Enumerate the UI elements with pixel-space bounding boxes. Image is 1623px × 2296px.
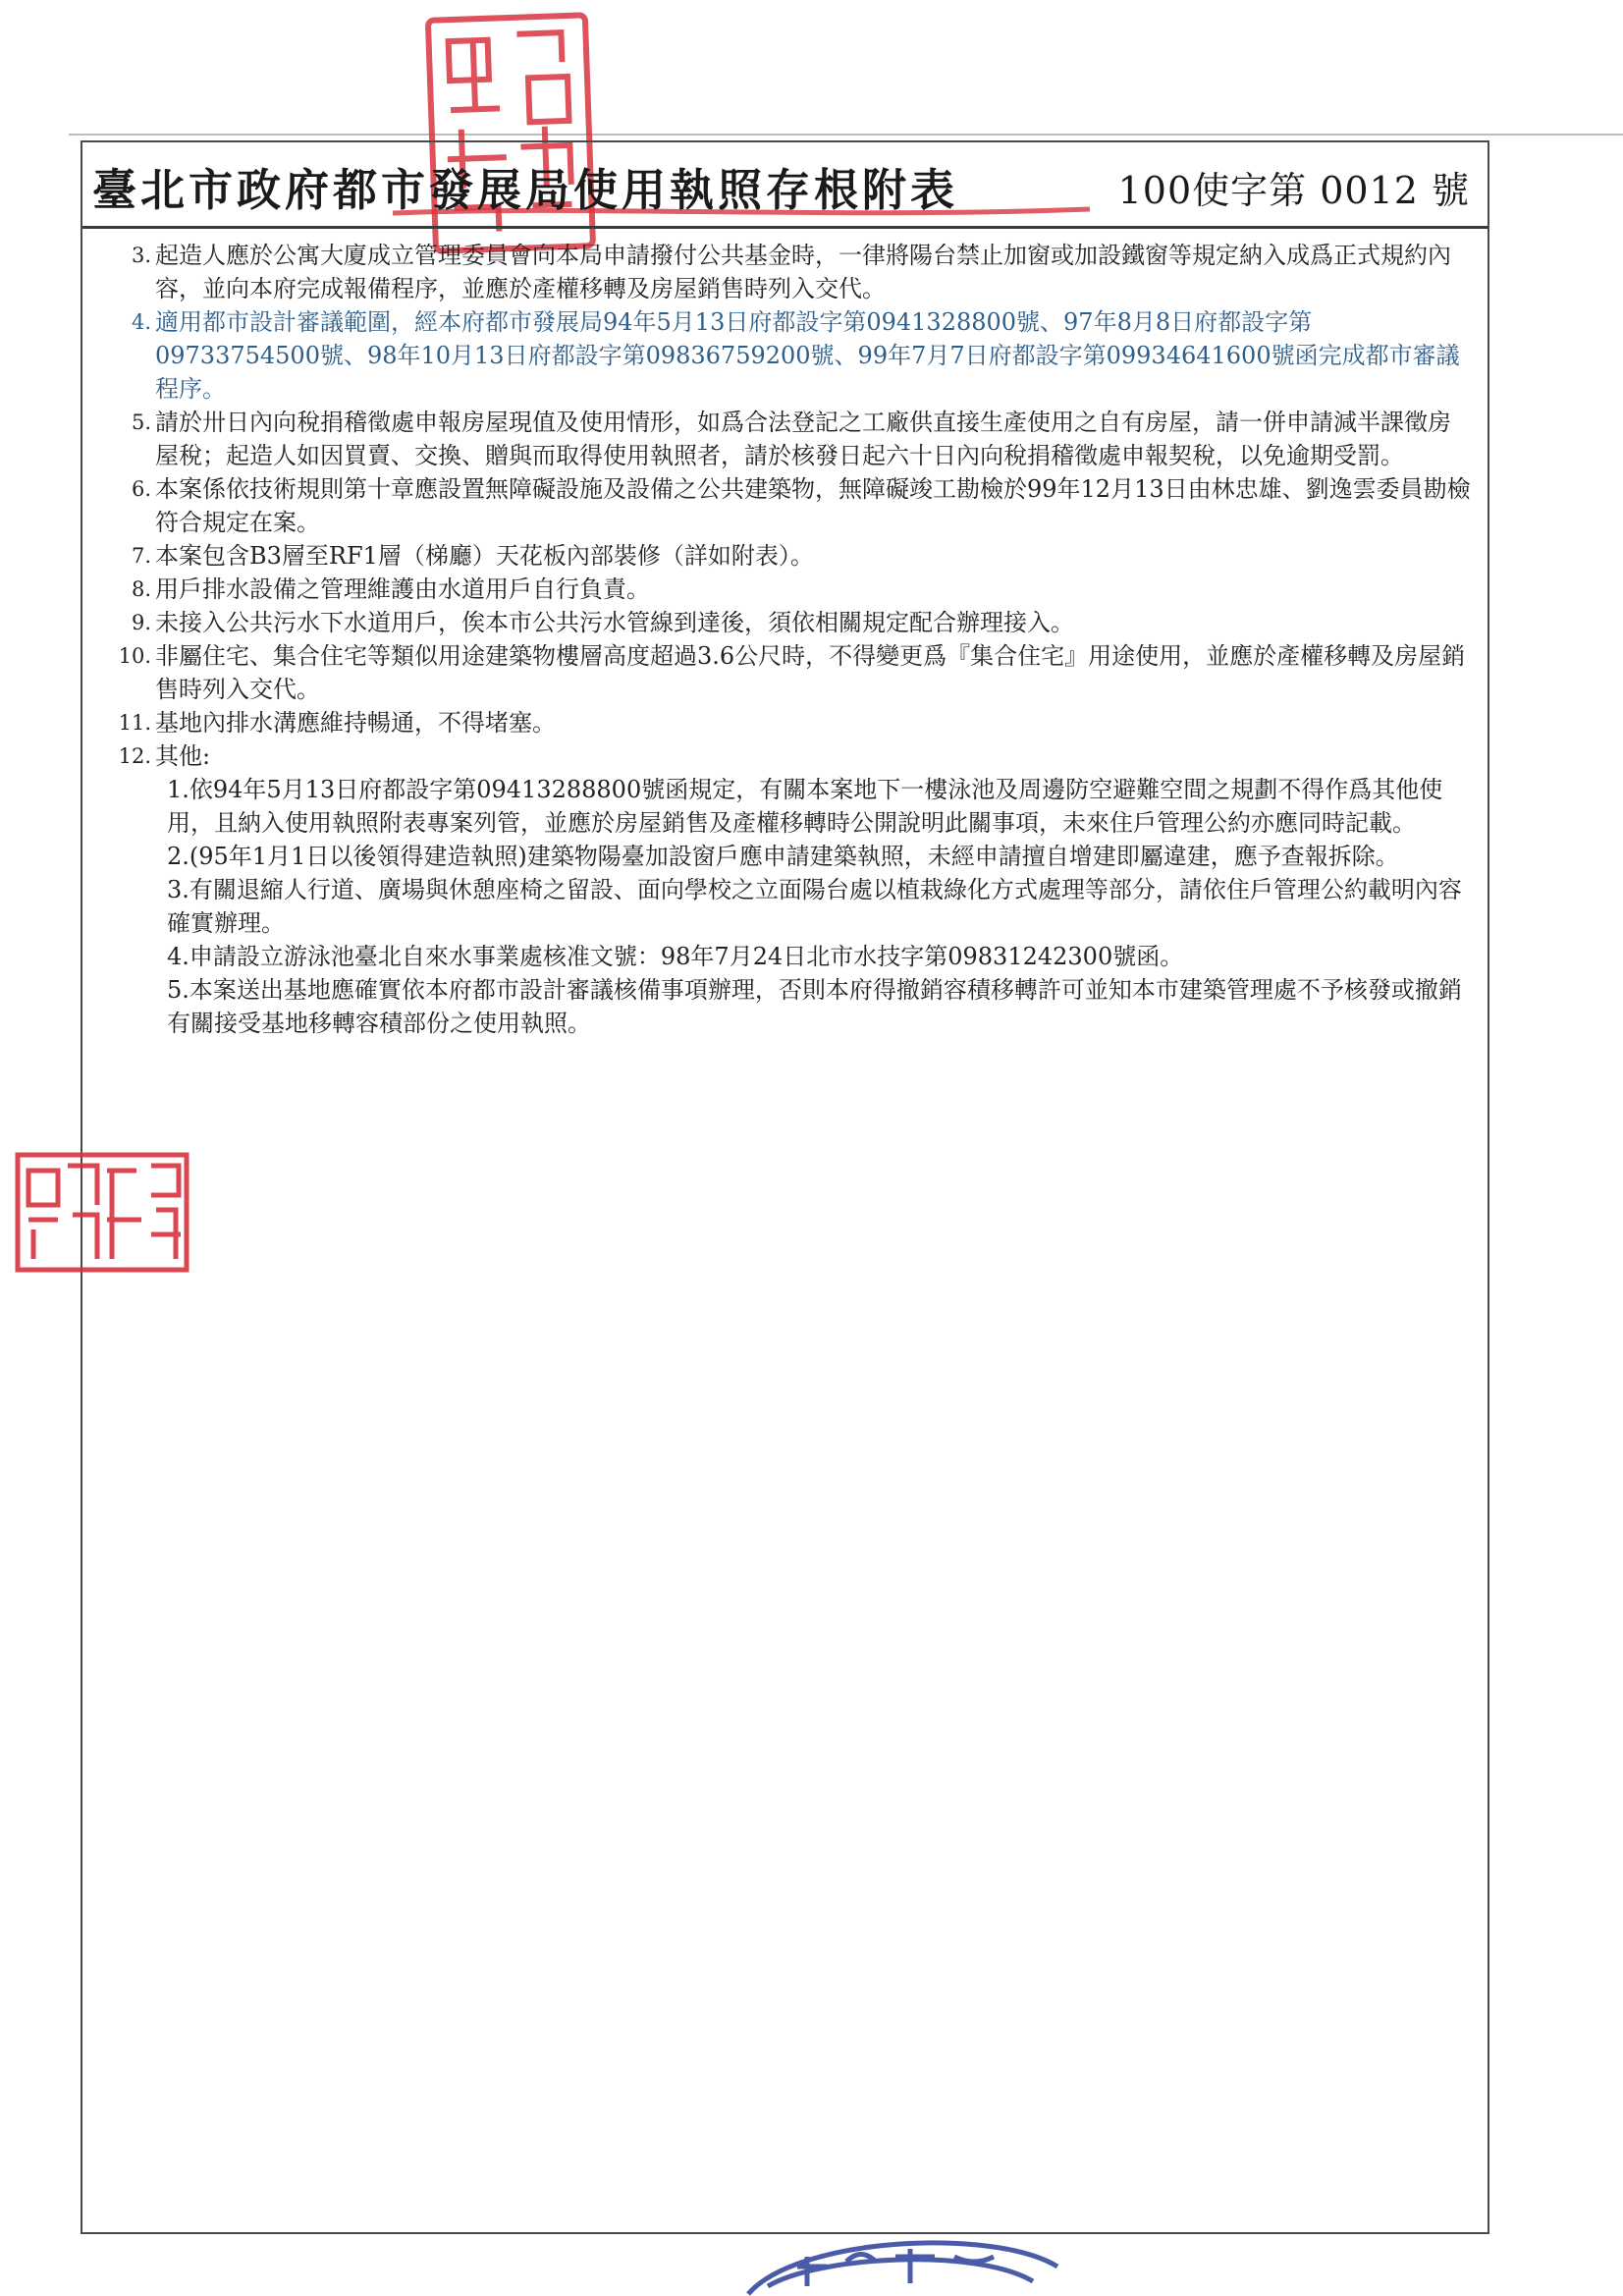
list-item bbox=[112, 606, 1472, 639]
other-item: 3.有關退縮人行道、廣場與休憩座椅之留設、面向學校之立面陽台處以植栽綠化方式處理等部分，請依住戶管理公約載明內容確實辦理。 bbox=[167, 876, 1462, 937]
item-number: 11. bbox=[118, 711, 151, 735]
list-item bbox=[112, 539, 1472, 573]
item-number: 6. bbox=[131, 477, 151, 501]
item-number: 8. bbox=[131, 577, 151, 601]
list-item bbox=[112, 305, 1472, 406]
scan-edge-line bbox=[69, 134, 1623, 136]
item-text: 適用都市設計審議範圍，經本府都市發展局94年5月13日府都設字第0941328800號、97年8月8日府都設字第09733754500號、98年10月13日府都設字第09836759200號、99年7月7日府都設字第09934641600號函完成都市審議程序。 bbox=[155, 308, 1460, 403]
title-row bbox=[82, 142, 1488, 229]
other-item: 5.本案送出基地應確實依本府都市設計審議核備事項辦理，否則本府得撤銷容積移轉許可並知本市建築管理處不予核發或撤銷有關接受基地移轉容積部份之使用執照。 bbox=[167, 976, 1462, 1037]
item-text: 本案係依技術規則第十章應設置無障礙設施及設備之公共建築物，無障礙竣工勘檢於99年12月13日由林忠雄、劉逸雲委員勘檢符合規定在案。 bbox=[155, 475, 1471, 536]
blue-stamp-bottom bbox=[738, 2227, 1062, 2296]
document-frame bbox=[81, 140, 1489, 2234]
conditions-list bbox=[112, 239, 1472, 1040]
other-item: 4.申請設立游泳池臺北自來水事業處核准文號：98年7月24日北市水技字第09831242300號函。 bbox=[167, 943, 1184, 970]
item-number: 3. bbox=[131, 244, 151, 267]
item-number: 5. bbox=[131, 410, 151, 434]
item-text: 非屬住宅、集合住宅等類似用途建築物樓層高度超過3.6公尺時，不得變更爲『集合住宅』用途使用，並應於產權移轉及房屋銷售時列入交代。 bbox=[155, 642, 1466, 703]
item-number: 4. bbox=[131, 310, 151, 334]
list-item bbox=[112, 639, 1472, 706]
list-item bbox=[112, 472, 1472, 539]
item-text: 用戶排水設備之管理維護由水道用戶自行負責。 bbox=[155, 575, 650, 603]
other-item: 2.(95年1月1日以後領得建造執照)建築物陽臺加設窗戶應申請建築執照，未經申請擅自增建即屬違建，應予查報拆除。 bbox=[167, 843, 1399, 870]
other-conditions bbox=[112, 773, 1472, 1040]
item-text: 其他: bbox=[155, 742, 211, 770]
red-seal-stamp-left bbox=[14, 1151, 190, 1274]
item-text: 基地內排水溝應維持暢通，不得堵塞。 bbox=[155, 709, 556, 737]
item-text: 起造人應於公寓大廈成立管理委員會向本局申請撥付公共基金時，一律將陽台禁止加窗或加設鐵窗等規定納入成爲正式規約內容，並向本府完成報備程序，並應於產權移轉及房屋銷售時列入交代。 bbox=[155, 242, 1451, 302]
document-title: 臺北市政府都市發展局使用執照存根附表 bbox=[92, 164, 959, 216]
item-number: 10. bbox=[118, 644, 151, 668]
item-number: 12. bbox=[118, 744, 151, 768]
permit-number: 100使字第 0012 號 bbox=[1117, 169, 1470, 212]
item-text: 未接入公共污水下水道用戶，俟本市公共污水管線到達後，須依相關規定配合辦理接入。 bbox=[155, 609, 1074, 636]
item-number: 7. bbox=[131, 544, 151, 568]
list-item bbox=[112, 406, 1472, 472]
item-text: 請於卅日內向稅捐稽徵處申報房屋現值及使用情形，如爲合法登記之工廠供直接生產使用之自有房屋，請一併申請減半課徵房屋稅；起造人如因買賣、交換、贈與而取得使用執照者，請於核發日起六十日內向稅捐稽徵處申報契稅，以免逾期受罰。 bbox=[155, 409, 1451, 469]
list-item bbox=[112, 239, 1472, 305]
item-text: 本案包含B3層至RF1層（梯廳）天花板內部裝修（詳如附表）。 bbox=[155, 542, 814, 570]
other-item: 1.依94年5月13日府都設字第09413288800號函規定，有關本案地下一樓泳池及周邊防空避難空間之規劃不得作爲其他使用，且納入使用執照附表專案列管，並應於房屋銷售及產權移轉時公開說明此關事項，未來住戶管理公約亦應同時記載。 bbox=[167, 776, 1443, 837]
list-item bbox=[112, 573, 1472, 606]
item-number: 9. bbox=[131, 611, 151, 634]
list-item bbox=[112, 739, 1472, 773]
list-item bbox=[112, 706, 1472, 739]
